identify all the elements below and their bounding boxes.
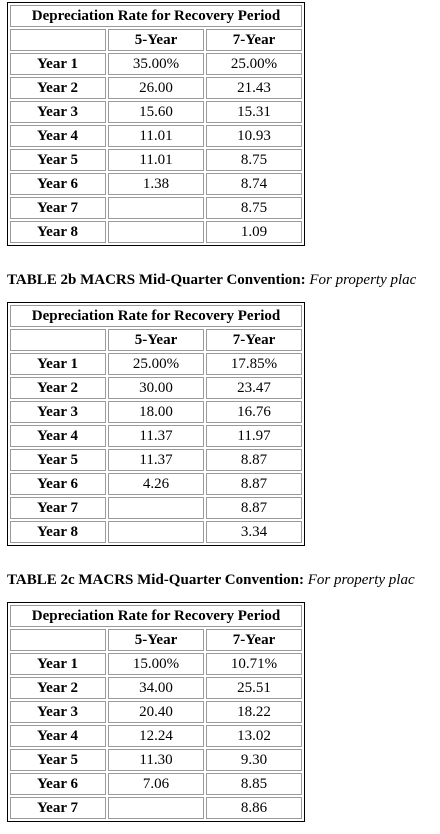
value-5-year: 34.00 — [108, 677, 204, 699]
row-label: Year 7 — [10, 497, 106, 519]
table-header: Depreciation Rate for Recovery Period — [10, 305, 302, 327]
table-row — [10, 377, 302, 399]
row-label: Year 4 — [10, 125, 106, 147]
value-7-year: 9.30 — [206, 749, 302, 771]
empty-header-cell — [10, 329, 106, 351]
value-5-year — [108, 221, 204, 243]
caption-description: For property plac — [309, 272, 417, 288]
row-label: Year 5 — [10, 449, 106, 471]
column-7-year: 7-Year — [206, 629, 302, 651]
value-5-year — [108, 521, 204, 543]
table-row — [10, 77, 302, 99]
row-label: Year 2 — [10, 677, 106, 699]
row-label: Year 3 — [10, 401, 106, 423]
value-7-year: 3.34 — [206, 521, 302, 543]
table-row — [10, 353, 302, 375]
row-label: Year 4 — [10, 425, 106, 447]
table-row — [10, 221, 302, 243]
column-5-year: 5-Year — [108, 629, 204, 651]
value-7-year: 1.09 — [206, 221, 302, 243]
value-7-year: 8.74 — [206, 173, 302, 195]
value-7-year: 8.75 — [206, 197, 302, 219]
value-5-year: 25.00% — [108, 353, 204, 375]
value-7-year: 23.47 — [206, 377, 302, 399]
column-header-row — [10, 329, 302, 351]
empty-header-cell — [10, 29, 106, 51]
table-row — [10, 101, 302, 123]
value-5-year: 4.26 — [108, 473, 204, 495]
value-5-year: 11.30 — [108, 749, 204, 771]
table-row — [10, 449, 302, 471]
table-row — [10, 749, 302, 771]
table-row — [10, 149, 302, 171]
row-label: Year 7 — [10, 197, 106, 219]
value-5-year: 18.00 — [108, 401, 204, 423]
table-row — [10, 773, 302, 795]
table-row — [10, 125, 302, 147]
table-row — [10, 725, 302, 747]
table-header: Depreciation Rate for Recovery Period — [10, 605, 302, 627]
caption-description: For property plac — [307, 572, 415, 588]
depreciation-table-a — [7, 2, 305, 246]
table-caption-2b — [7, 272, 416, 289]
value-7-year: 8.75 — [206, 149, 302, 171]
value-7-year: 18.22 — [206, 701, 302, 723]
row-label: Year 6 — [10, 773, 106, 795]
row-label: Year 2 — [10, 377, 106, 399]
value-7-year: 8.87 — [206, 473, 302, 495]
value-7-year: 21.43 — [206, 77, 302, 99]
value-7-year: 17.85% — [206, 353, 302, 375]
depreciation-table-2c — [7, 602, 305, 822]
table-row — [10, 473, 302, 495]
row-label: Year 3 — [10, 701, 106, 723]
row-label: Year 1 — [10, 53, 106, 75]
row-label: Year 2 — [10, 77, 106, 99]
value-5-year: 7.06 — [108, 773, 204, 795]
depreciation-table-2b — [7, 302, 305, 546]
table-caption-2c — [7, 572, 415, 589]
value-5-year: 15.60 — [108, 101, 204, 123]
value-7-year: 8.87 — [206, 449, 302, 471]
value-7-year: 11.97 — [206, 425, 302, 447]
table-row — [10, 701, 302, 723]
value-7-year: 8.86 — [206, 797, 302, 819]
table-row — [10, 521, 302, 543]
value-7-year: 16.76 — [206, 401, 302, 423]
table-header-row — [10, 605, 302, 627]
value-5-year: 11.37 — [108, 449, 204, 471]
table-row — [10, 425, 302, 447]
row-label: Year 3 — [10, 101, 106, 123]
value-7-year: 25.51 — [206, 677, 302, 699]
value-5-year: 12.24 — [108, 725, 204, 747]
column-header-row — [10, 29, 302, 51]
caption-title: TABLE 2c MACRS Mid-Quarter Convention: — [7, 572, 304, 588]
value-5-year: 15.00% — [108, 653, 204, 675]
value-5-year: 20.40 — [108, 701, 204, 723]
value-5-year: 11.01 — [108, 149, 204, 171]
table-row — [10, 797, 302, 819]
value-7-year: 8.85 — [206, 773, 302, 795]
row-label: Year 1 — [10, 653, 106, 675]
value-5-year: 30.00 — [108, 377, 204, 399]
empty-header-cell — [10, 629, 106, 651]
value-7-year: 25.00% — [206, 53, 302, 75]
table-row — [10, 173, 302, 195]
row-label: Year 5 — [10, 749, 106, 771]
table-row — [10, 497, 302, 519]
column-5-year: 5-Year — [108, 329, 204, 351]
row-label: Year 5 — [10, 149, 106, 171]
table-header-row — [10, 305, 302, 327]
value-7-year: 15.31 — [206, 101, 302, 123]
value-5-year: 26.00 — [108, 77, 204, 99]
table-row — [10, 653, 302, 675]
table-row — [10, 677, 302, 699]
table-header: Depreciation Rate for Recovery Period — [10, 5, 302, 27]
column-7-year: 7-Year — [206, 329, 302, 351]
table-row — [10, 401, 302, 423]
value-5-year — [108, 497, 204, 519]
caption-title: TABLE 2b MACRS Mid-Quarter Convention: — [7, 272, 306, 288]
row-label: Year 1 — [10, 353, 106, 375]
column-5-year: 5-Year — [108, 29, 204, 51]
row-label: Year 8 — [10, 221, 106, 243]
table-row — [10, 197, 302, 219]
row-label: Year 7 — [10, 797, 106, 819]
row-label: Year 6 — [10, 173, 106, 195]
value-5-year: 35.00% — [108, 53, 204, 75]
row-label: Year 4 — [10, 725, 106, 747]
value-7-year: 13.02 — [206, 725, 302, 747]
table-header-row — [10, 5, 302, 27]
column-7-year: 7-Year — [206, 29, 302, 51]
column-header-row — [10, 629, 302, 651]
value-5-year — [108, 197, 204, 219]
row-label: Year 6 — [10, 473, 106, 495]
value-7-year: 10.71% — [206, 653, 302, 675]
value-5-year: 11.01 — [108, 125, 204, 147]
value-7-year: 10.93 — [206, 125, 302, 147]
value-5-year — [108, 797, 204, 819]
value-5-year: 1.38 — [108, 173, 204, 195]
value-5-year: 11.37 — [108, 425, 204, 447]
table-row — [10, 53, 302, 75]
value-7-year: 8.87 — [206, 497, 302, 519]
row-label: Year 8 — [10, 521, 106, 543]
